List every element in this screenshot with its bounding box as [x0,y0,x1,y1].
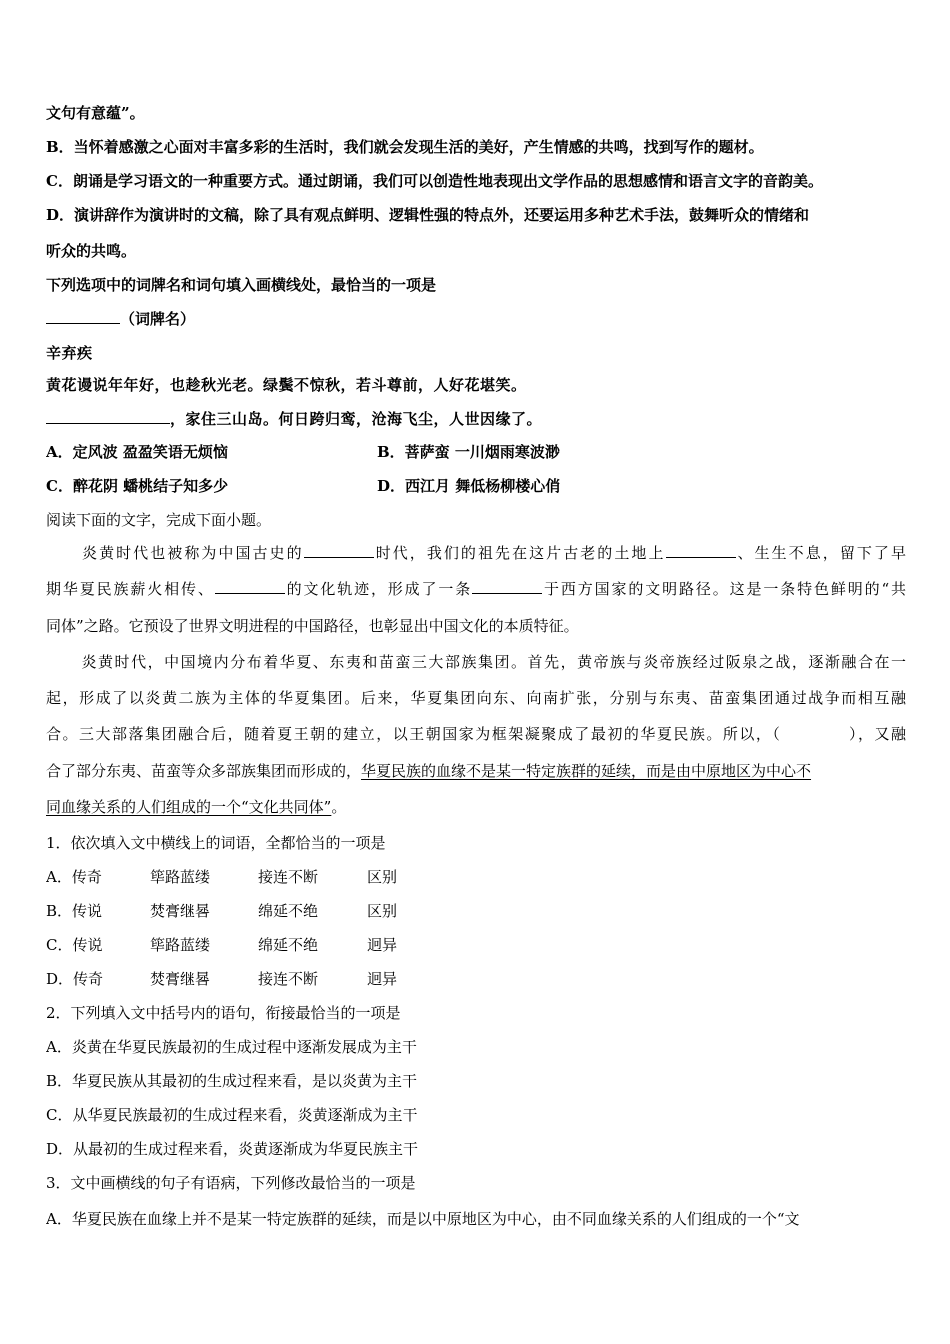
blank-1 [304,543,374,558]
ci-option-d: D．西江月 舞低杨柳楼心俏 [377,477,561,495]
poem-line2 [46,409,908,429]
q2-option-b: B．华夏民族从其最初的生成过程来看，是以炎黄为主干 [46,1072,418,1090]
blank-4 [472,579,542,594]
poem-blank [46,409,170,424]
underlined-sentence-part1: 华夏民族的血缘不是某一特定族群的延续，而是由中原地区为中心不 [361,762,812,780]
q1-option-b [46,901,908,921]
option-c: C．朗诵是学习语文的一种重要方式。通过朗诵，我们可以创造性地表现出文学作品的思想感情和语言文字的音韵美。 [46,172,823,190]
q2-option-c: C．从华夏民族最初的生成过程来看，炎黄逐渐成为主干 [46,1106,418,1124]
q1a-w1: A．传奇 [46,868,102,886]
q1b-w3: 绵延不绝 [258,902,319,920]
poem-line2-rest: ，家住三山岛。何日跨归鸾，沧海飞尘，人世因缘了。 [170,410,543,428]
ci-options-row1 [46,442,908,462]
q1c-w1: C．传说 [46,936,103,954]
p1-l2-c: 于西方国家的文明路径。这是一条特色鲜明的“共 [542,580,906,598]
p2-l3-a: 合。三大部落集团融合后，随着夏王朝的建立，以王朝国家为框架凝聚成了最初的华夏民族。所以，（ [46,725,782,743]
option-d-line1: D．演讲辞作为演讲时的文稿，除了具有观点鲜明、逻辑性强的特点外，还要运用多种艺术手法，鼓舞听众的情绪和 [46,206,810,224]
q2-option-d: D．从最初的生成过程来看，炎黄逐渐成为华夏民族主干 [46,1140,419,1158]
q1d-w2: 焚膏继晷 [150,970,211,988]
q1-option-d [46,969,908,989]
poem-line1: 黄花谩说年年好，也趁秋光老。绿鬓不惊秋，若斗尊前，人好花堪笑。 [46,376,527,394]
q1c-w2: 筚路蓝缕 [150,936,211,954]
passage-p1-line1 [46,543,906,563]
blank-2 [666,543,736,558]
cipai-blank [46,309,120,324]
p1-l1-a: 炎黄时代也被称为中国古史的 [80,544,304,562]
passage-p1-line2 [46,579,906,599]
q1a-w4: 区别 [367,868,398,886]
q1d-w4: 迥异 [367,970,398,988]
q1d-w1: D．传奇 [46,970,104,988]
ci-option-a: A．定风波 盈盈笑语无烦恼 [46,443,228,461]
p1-l1-b: 时代，我们的祖先在这片古老的土地上 [373,544,666,562]
cipai-label: （词牌名） [120,310,196,328]
ci-option-b: B．菩萨蛮 一川烟雨寒波渺 [377,443,560,461]
poem-author: 辛弃疾 [46,344,93,362]
p1-l2-b: 的文化轨迹，形成了一条 [284,580,473,598]
q3-option-a: A．华夏民族在血缘上并不是某一特定族群的延续，而是以中原地区为中心，由不同血缘关系的人们组成的一个“文 [46,1210,800,1228]
prev-option-tail: 文句有意蕴”。 [46,104,145,122]
q1b-w2: 焚膏继晷 [150,902,211,920]
cipai-line [46,309,908,329]
p2-l4-a: 合了部分东夷、苗蛮等众多部族集团而形成的， [46,762,362,780]
q1a-w3: 接连不断 [258,868,319,886]
q1b-w1: B．传说 [46,902,103,920]
ci-question-stem: 下列选项中的词牌名和词句填入画横线处，最恰当的一项是 [46,276,437,294]
ci-option-c: C．醉花阴 蟠桃结子知多少 [46,477,229,495]
ci-options-row2 [46,476,908,496]
q1b-w4: 区别 [367,902,398,920]
p2-l5-end: 。 [331,798,347,816]
p2-l1: 炎黄时代，中国境内分布着华夏、东夷和苗蛮三大部族集团。首先，黄帝族与炎帝族经过阪泉之战，逐渐融合在一 [80,653,906,671]
q1d-w3: 接连不断 [258,970,319,988]
passage-p1-line3: 同体”之路。它预设了世界文明进程的中国路径，也彰显出中国文化的本质特征。 [46,617,579,635]
q1-option-a [46,867,908,887]
blank-3 [215,579,285,594]
passage-p2-line4 [46,761,906,781]
reading-intro: 阅读下面的文字，完成下面小题。 [46,511,272,529]
p2-l3-b: ），又融 [847,725,906,743]
underlined-sentence-part2: 同血缘关系的人们组成的一个“文化共同体” [46,798,332,816]
option-d-line2: 听众的共鸣。 [46,242,137,260]
passage-p2-line3 [46,724,906,744]
question-3-stem: 3．文中画横线的句子有语病，下列修改最恰当的一项是 [46,1174,416,1192]
p1-l1-c: 、生生不息，留下了早 [735,544,906,562]
q2-option-a: A．炎黄在华夏民族最初的生成过程中逐渐发展成为主干 [46,1038,417,1056]
q1-option-c [46,935,908,955]
question-1-stem: 1．依次填入文中横线上的词语，全都恰当的一项是 [46,834,386,852]
p1-l2-a: 期华夏民族薪火相传、 [46,580,215,598]
passage-p2-line1 [46,652,906,672]
q1a-w2: 筚路蓝缕 [150,868,211,886]
q1c-w3: 绵延不绝 [258,936,319,954]
question-2-stem: 2．下列填入文中括号内的语句，衔接最恰当的一项是 [46,1004,401,1022]
option-b: B．当怀着感激之心面对丰富多彩的生活时，我们就会发现生活的美好，产生情感的共鸣，找到写作的题材。 [46,138,764,156]
q1c-w4: 迥异 [367,936,398,954]
passage-p2-line2: 起，形成了以炎黄二族为主体的华夏集团。后来，华夏集团向东、向南扩张，分别与东夷、苗蛮集团通过战争而相互融 [46,689,906,707]
passage-p2-line5 [46,797,908,817]
